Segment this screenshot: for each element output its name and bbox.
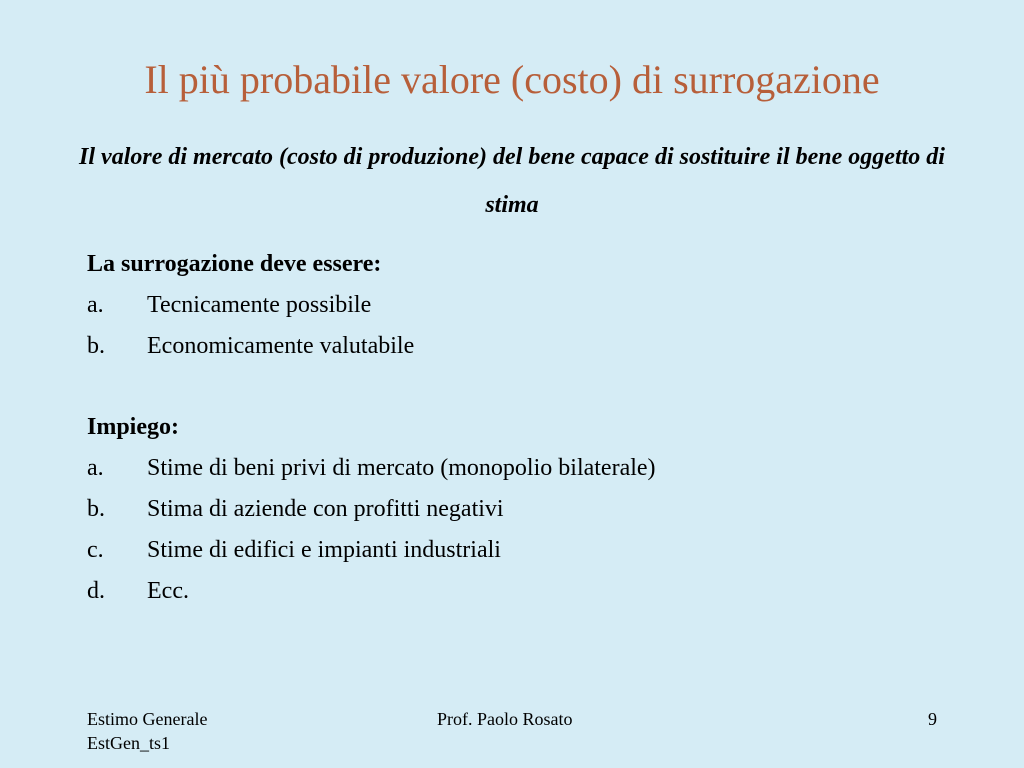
list-item (87, 494, 504, 524)
footer-course-name: Estimo Generale (87, 709, 208, 729)
list-item-text: Stima di aziende con profitti negativi (147, 496, 504, 522)
list-item-text: Economicamente valutabile (147, 333, 415, 359)
slide-subtitle: Il valore di mercato (costo di produzione) del bene capace di sostituire il bene oggetto di stima (79, 144, 945, 218)
section-heading-surrogazione: La surrogazione deve essere: (87, 251, 382, 277)
list-marker: c. (87, 537, 104, 563)
list-marker: b. (87, 333, 105, 359)
list-marker: d. (87, 578, 105, 604)
list-item (87, 535, 501, 565)
list-item (87, 290, 371, 320)
slide-title: Il più probabile valore (costo) di surrogazione (144, 57, 880, 102)
list-item-text: Tecnicamente possibile (147, 292, 372, 318)
list-marker: b. (87, 496, 105, 522)
footer-course (87, 707, 207, 755)
list-item (87, 576, 189, 606)
list-item-text: Ecc. (147, 578, 189, 604)
footer-course-code: EstGen_ts1 (87, 733, 170, 753)
list-marker: a. (87, 292, 104, 318)
page-number: 9 (928, 709, 937, 729)
list-item-text: Stime di beni privi di mercato (monopolio bilaterale) (147, 455, 656, 481)
list-marker: a. (87, 455, 104, 481)
list-item (87, 331, 414, 361)
section-heading-impiego: Impiego: (87, 414, 179, 440)
footer-author: Prof. Paolo Rosato (437, 709, 573, 729)
list-item (87, 453, 656, 483)
list-item-text: Stime di edifici e impianti industriali (147, 537, 501, 563)
